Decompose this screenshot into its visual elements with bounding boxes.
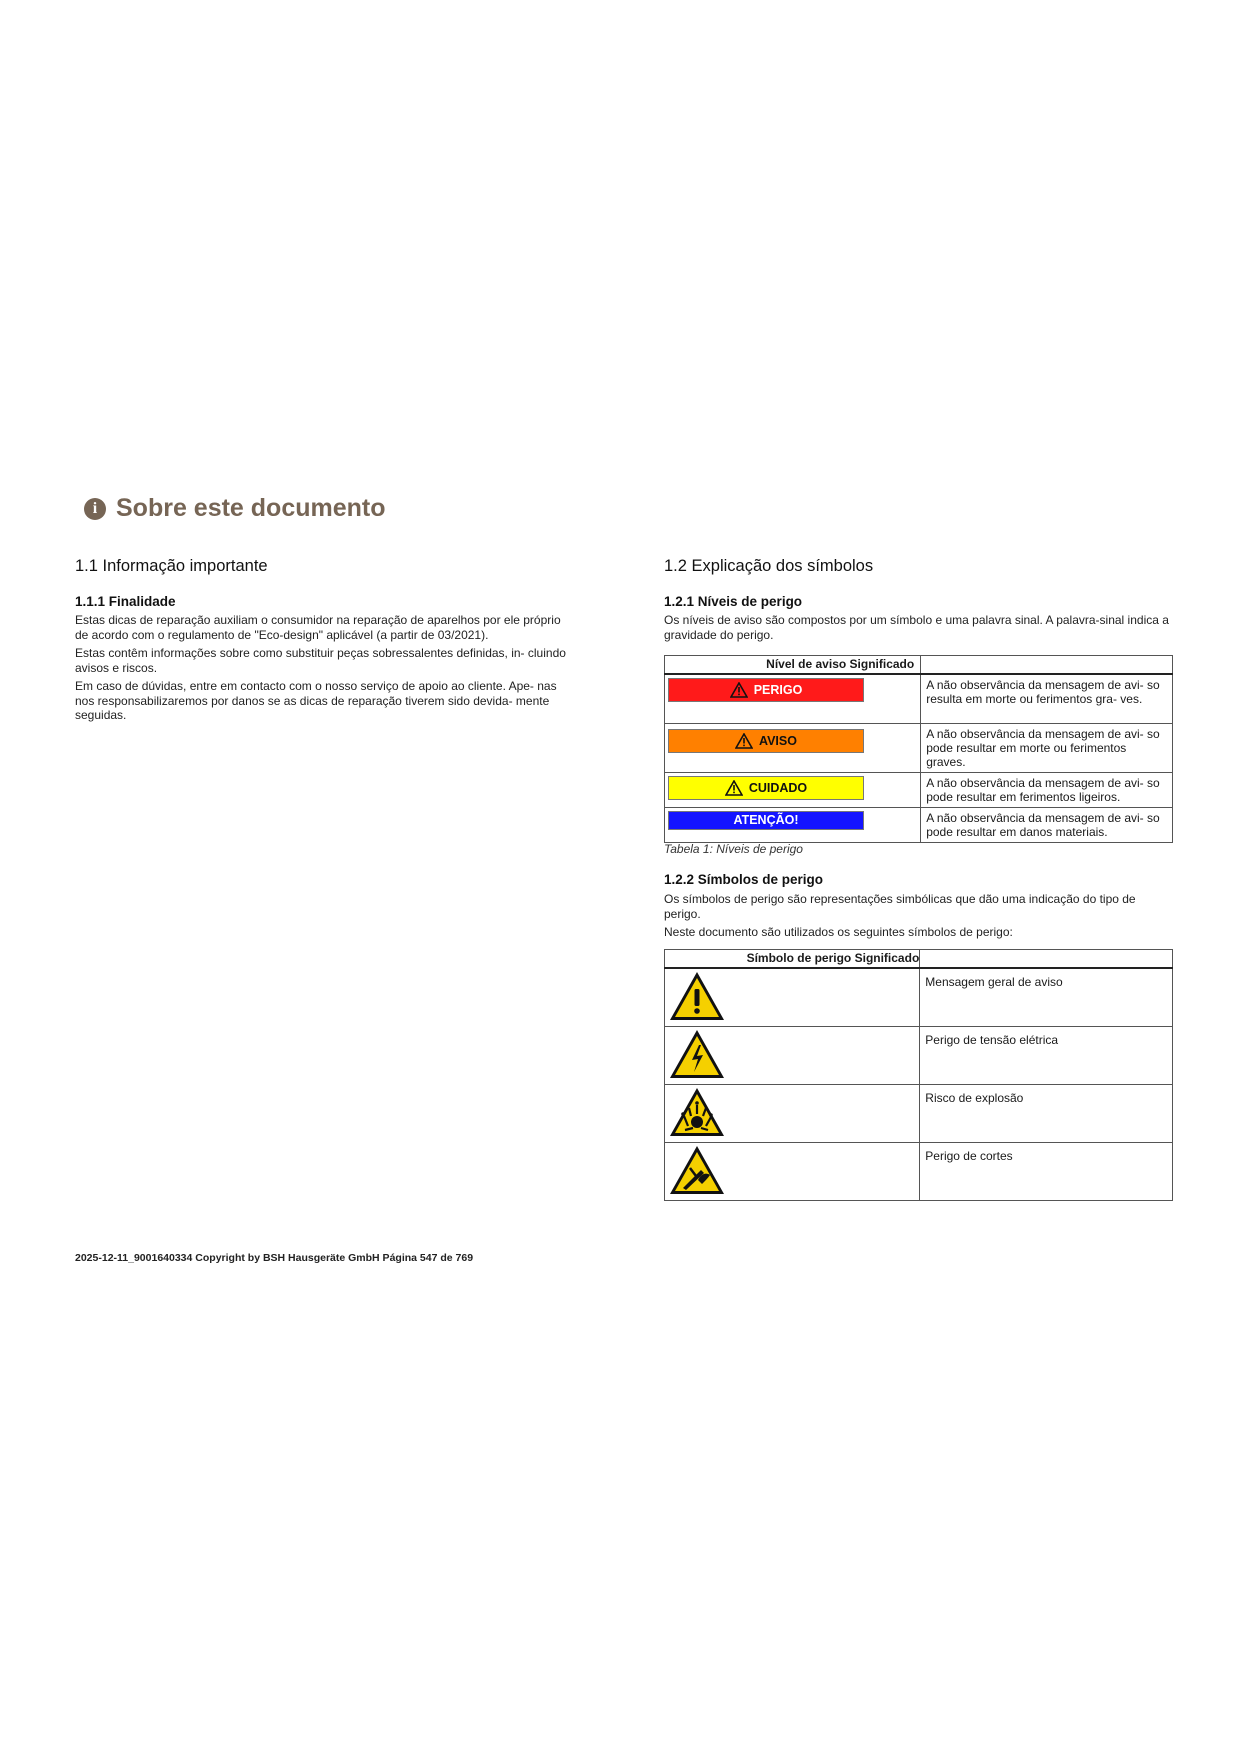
section-title-1-1: 1.1 Informação importante [75,557,268,575]
badge-aviso [668,729,864,753]
hazard-levels-table [664,655,1173,843]
section-title-1-2: 1.2 Explicação dos símbolos [664,557,874,575]
table-caption: Tabela 1: Níveis de perigo [664,842,803,856]
warning-triangle-icon [730,682,748,698]
chapter-heading [84,494,386,523]
page-footer: 2025-12-11_9001640334 Copyright by BSH Hausgeräte GmbH Página 547 de 769 [75,1252,474,1264]
chapter-title: Sobre este documento [116,494,386,522]
paragraph-purpose: Estas dicas de reparação auxiliam o consumidor na reparação de aparelhos por ele próprio de acordo com o regulamento de "Eco-design" aplicável (a partir de 03/2021). [75,613,561,642]
table-row [665,968,1173,1027]
level-meaning: A não observância da mensagem de avi- so pode resultar em morte ou ferimentos graves. [921,723,1173,772]
paragraph-contact: Em caso de dúvidas, entre em contacto com o nosso serviço de apoio ao cliente. Ape- nas nos responsabilizaremos por danos se as dicas de reparação tiverem sido devida- mente seguidas. [75,679,557,722]
general-warning-icon [668,970,726,1022]
badge-atencao [668,811,864,830]
table-row [665,807,1173,842]
symbols-table-header-empty [920,950,1173,969]
table-row [665,674,1173,723]
badge-label: ATENÇÃO! [733,813,799,827]
info-icon: i [84,498,106,520]
symbol-meaning: Risco de explosão [920,1085,1173,1143]
badge-cuidado [668,776,864,800]
badge-label: AVISO [759,733,797,748]
symbols-intro-2: Neste documento são utilizados os seguintes símbolos de perigo: [664,925,1013,939]
level-meaning: A não observância da mensagem de avi- so resulta em morte ou ferimentos gra- ves. [921,674,1173,723]
subsection-title-1-2-1: 1.2.1 Níveis de perigo [664,594,803,609]
warning-triangle-icon [725,780,743,796]
levels-table-header-empty [921,656,1173,675]
symbol-meaning: Perigo de cortes [920,1143,1173,1201]
subsection-title-1-1-1: 1.1.1 Finalidade [75,594,176,609]
level-meaning: A não observância da mensagem de avi- so pode resultar em ferimentos ligeiros. [921,772,1173,807]
levels-intro: Os níveis de aviso são compostos por um símbolo e uma palavra sinal. A palavra-sinal indica a gravidade do perigo. [664,613,1169,642]
badge-label: CUIDADO [748,780,808,795]
explosion-icon [668,1086,726,1138]
symbol-meaning: Mensagem geral de aviso [920,968,1173,1027]
warning-triangle-icon [735,733,753,749]
symbols-intro: Os símbolos de perigo são representações simbólicas que dão uma indicação do tipo de perigo. [664,892,1136,921]
paragraph-contents: Estas contêm informações sobre como substituir peças sobressalentes definidas, in- cluindo avisos e riscos. [75,646,566,675]
electric-voltage-icon [668,1028,726,1080]
hazard-symbols-table [664,949,1173,1201]
table-row [665,1027,1173,1085]
table-row [665,723,1173,772]
level-meaning: A não observância da mensagem de avi- so pode resultar em danos materiais. [921,807,1173,842]
table-row [665,1143,1173,1201]
badge-label: PERIGO [753,683,803,697]
symbol-meaning: Perigo de tensão elétrica [920,1027,1173,1085]
table-row [665,1085,1173,1143]
symbols-table-header: Símbolo de perigo Significado [665,950,920,969]
table-row [665,772,1173,807]
cut-hazard-icon [668,1144,726,1196]
badge-perigo [668,678,864,702]
subsection-title-1-2-2: 1.2.2 Símbolos de perigo [664,872,824,887]
levels-table-header: Nível de aviso Significado [665,656,921,675]
